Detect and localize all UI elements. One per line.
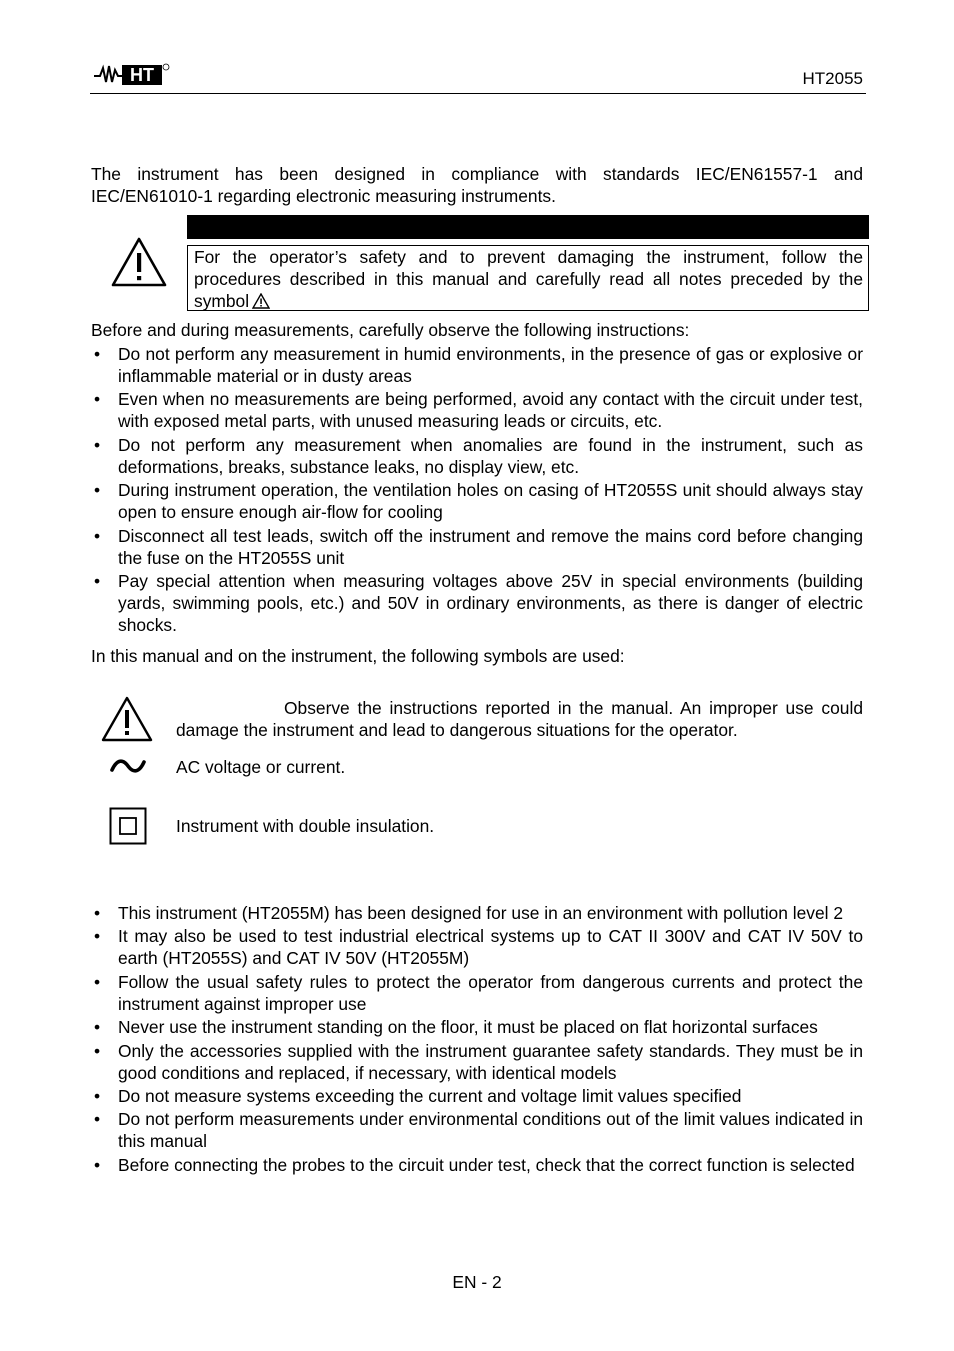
intro-paragraph: The instrument has been designed in compliance with standards IEC/EN61557-1 and IEC/EN61010-1 regarding electronic measuring instruments. xyxy=(91,164,863,206)
ac-tilde-icon xyxy=(109,755,147,782)
list-item: • During instrument operation, the ventilation holes on casing of HT2055S unit should always stay open to ensure enough air-flow for cooling xyxy=(93,480,863,523)
list-item: • Do not measure systems exceeding the current and voltage limit values specified xyxy=(93,1085,742,1106)
list-item: • Do not perform any measurement in humid environments, in the presence of gas or explosive or inflammable material or in dusty areas xyxy=(93,344,863,386)
precautions-list xyxy=(91,343,863,637)
list-item: • Only the accessories supplied with the instrument guarantee safety standards. They must be in good conditions and replaced, if necessary, with identical models xyxy=(93,1040,863,1083)
double-insulation-icon xyxy=(109,807,147,850)
list-item: • Pay special attention when measuring voltages above 25V in special environments (building yards, swimming pools, etc.) and 50V in ordinary environments, as there is danger of electric shocks. xyxy=(93,570,863,635)
logo-text: HT xyxy=(130,65,154,85)
ht-logo xyxy=(92,62,170,88)
general-instructions-list xyxy=(91,902,863,1177)
warning-header-bar xyxy=(187,215,869,239)
warning-triangle-icon xyxy=(110,236,168,288)
header-rule xyxy=(90,93,866,94)
symbol-warning-text: Observe the instructions reported in the manual. An improper use could damage the instrument and lead to dangerous situations for the operator. xyxy=(176,698,863,740)
page-number: EN - 2 xyxy=(452,1272,502,1292)
list-item: • Follow the usual safety rules to protect the operator from dangerous currents and protect the instrument against improper use xyxy=(93,971,863,1014)
inline-warning-icon xyxy=(252,293,270,309)
list-item: • Never use the instrument standing on the floor, it must be placed on flat horizontal surfaces xyxy=(93,1017,818,1038)
symbol-insulation-text: Instrument with double insulation. xyxy=(176,816,435,836)
model-label: HT2055 xyxy=(802,69,863,88)
list-item: • It may also be used to test industrial electrical systems up to CAT II 300V and CAT IV 50V to earth (HT2055S) and CAT IV 50V (HT2055M) xyxy=(93,926,863,969)
list-item: • Even when no measurements are being performed, avoid any contact with the circuit under test, with exposed metal parts, with unused measuring leads or circuits, etc. xyxy=(93,389,863,432)
warning-box xyxy=(187,245,869,311)
list-item: • Disconnect all test leads, switch off the instrument and remove the mains cord before changing the fuse on the HT2055S unit xyxy=(93,525,863,568)
warning-triangle-icon xyxy=(100,695,154,748)
list-item: • Do not perform any measurement when anomalies are found in the instrument, such as deformations, breaks, substance leaks, no display view, etc. xyxy=(93,434,863,477)
before-intro: Before and during measurements, carefully observe the following instructions: xyxy=(91,320,690,340)
warning-text: For the operator’s safety and to prevent damaging the instrument, follow the procedures described in this manual and carefully read all notes preceded by the symbol xyxy=(194,247,863,311)
symbol-ac-text: AC voltage or current. xyxy=(176,757,346,777)
list-item: • Before connecting the probes to the circuit under test, check that the correct function is selected xyxy=(93,1154,855,1175)
list-item: • Do not perform measurements under environmental conditions out of the limit values indicated in this manual xyxy=(93,1109,863,1152)
list-item: • This instrument (HT2055M) has been designed for use in an environment with pollution level 2 xyxy=(93,903,843,923)
symbols-intro: In this manual and on the instrument, the following symbols are used: xyxy=(91,646,625,666)
